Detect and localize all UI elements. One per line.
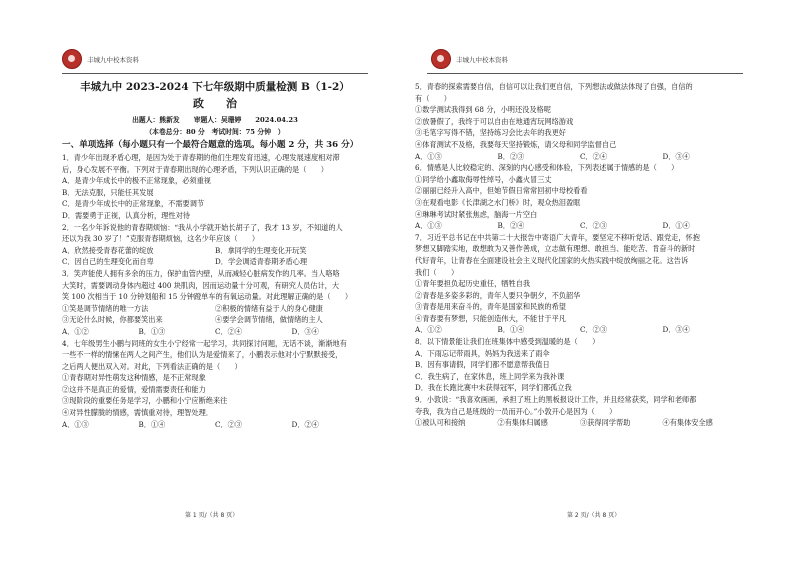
option: D．③④ <box>662 325 690 335</box>
question-2-options <box>62 245 368 268</box>
page-2-content <box>415 81 745 429</box>
text-line: ④青春要有梦想，只能创造伟大，不能甘于平凡 <box>415 313 566 323</box>
text-line: 2．一名少年诉说他的青春期烦恼：“我从小学就开始长胡子了，我才 13 岁，不知道的人 <box>62 222 343 232</box>
text-line: C．我生病了，在家休息，班上同学来为我补课 <box>415 371 565 381</box>
text-line: 有（ ） <box>415 93 451 103</box>
text-line: ①同学给小鑫取侮辱性绰号，小鑫火冒三丈 <box>415 174 552 184</box>
exam-meta <box>62 115 368 126</box>
text-line: 7．习近平总书记在中共第二十大报告中寄语广大青年，要坚定不移听党话、跟党走，怀抱 <box>415 232 700 242</box>
text-line: 5．青春的探索需要自信，自信可以让我们更自信，下列想法或做法体现了自强，自信的 <box>415 82 693 91</box>
statement: ③无论什么时候，你都要笑出来 <box>62 315 163 325</box>
question-6-options <box>415 220 745 232</box>
text-line: ②这并不是真正的爱情，爱情需要责任和能力 <box>62 384 206 394</box>
header-divider <box>62 73 368 74</box>
option: A．①③ <box>415 221 442 231</box>
option: D．③④ <box>291 326 319 336</box>
exam-title: 丰城九中 2023-2024 下七年级期中质量检测 B（1-2） <box>80 81 350 93</box>
option: B．拿同学的生理变化开玩笑 <box>215 245 307 255</box>
text-line: 之后两人便出双入对。对此，下列看法正确的是（ ） <box>62 361 242 371</box>
school-seal-icon <box>431 49 451 69</box>
statement: ④有集体安全感 <box>662 418 713 428</box>
text-line: 后，身心发展不平衡。下列对于青春期出现的心理矛盾，下列认识正确的是（ ） <box>62 164 328 174</box>
option: A．①② <box>62 326 89 336</box>
exam-date: 2024.04.23 <box>255 116 298 124</box>
option: B．②③ <box>497 151 525 161</box>
text-line: B．因有事请假，同学们都不愿意帮我值日 <box>415 360 550 370</box>
text-line: 笑 100 次相当于 10 分钟划船和 15 分钟蹬单车的有氧运动量。对此理解正确的是（ ） <box>62 292 353 302</box>
option: B．①④ <box>138 419 166 429</box>
page-1-content <box>62 79 368 430</box>
question-3-options <box>62 326 368 338</box>
text-line: ①数学测试我得到 68 分，小明还没及格呢 <box>415 105 551 115</box>
text-line: ②放暑假了，我终于可以自由在地通宵玩网络游戏 <box>415 116 574 126</box>
school-label: 丰城九中校本资料 <box>87 55 139 64</box>
option: D．②④ <box>291 419 319 429</box>
score-time: （本卷总分：80 分 考试时间：75 分钟 ） <box>145 128 285 136</box>
text-line: 3．笑声能使人拥有多余的压力，保护血管内壁，从而减轻心脏病发作的几率。当人咯咯 <box>62 268 340 278</box>
text-line: 代好青年，让青春在全面建设社会主义现代化国家的火热实践中绽放绚丽之花。这告诉 <box>415 255 689 265</box>
statement: ①被认可和接纳 <box>415 418 466 428</box>
text-line: A．是青少年成长中的极不正常现象，必须重视 <box>62 176 211 186</box>
school-label: 丰城九中校本资料 <box>456 55 508 64</box>
text-line: 一些不一样的情愫在两人之间产生，他们认为是爱情来了，小鹏表示他对小宁默默接受， <box>62 350 343 360</box>
question-4-options <box>62 419 368 431</box>
text-line: D．需要勇于正视，认真分析，理性对待 <box>62 210 190 220</box>
page-header <box>62 48 139 70</box>
section-heading: 一、单项选择（每小题只有一个最符合题意的选项。每小题 2 分，共 36 分） <box>62 140 359 150</box>
statement: ④要学会调节情绪，做情绪的主人 <box>215 315 323 325</box>
text-line: 夸我，我为自己是班级的一员而开心。”小敦开心是因为（ ） <box>415 406 617 416</box>
text-line: 1．青少年出现矛盾心理，是因为处于青春期的他们生理发育迅速，心理发展速度相对滞 <box>62 153 340 162</box>
text-line: C．是青少年成长中的正常现象，不需要调节 <box>62 199 205 209</box>
school-seal-icon <box>62 49 82 69</box>
question-1-2 <box>62 152 368 245</box>
text-line: ①青年要担负起历史重任，牺牲自我 <box>415 279 531 289</box>
text-line: 还以为我 30 岁了！”克服青春期烦恼，这名少年应该（ ） <box>62 234 260 244</box>
page-number: 第 1 页/（共 8 页） <box>185 512 239 519</box>
text-line: B．无法克服，只能任其发展 <box>62 187 154 197</box>
option: D．③④ <box>662 151 690 161</box>
exam-subject: 政治 <box>193 97 259 110</box>
question-3 <box>62 268 368 303</box>
option: C．②③ <box>215 419 243 429</box>
question-5-options <box>415 151 745 163</box>
page-number: 第 2 页/（共 8 页） <box>567 512 621 519</box>
question-4 <box>62 338 368 419</box>
option: C．因自己的生理变化而自卑 <box>62 257 154 267</box>
text-line: ④琳琳考试时紧张焦虑，脑海一片空白 <box>415 209 538 219</box>
question-8 <box>415 336 745 394</box>
header-divider <box>427 73 743 74</box>
setter: 出题人：熊新发 <box>132 116 180 124</box>
statement: ②有集体归属感 <box>497 418 548 428</box>
text-line: 6．情感是人比较稳定的、深刻的内心感受和体验，下列表述属于情感的是（ ） <box>415 163 679 173</box>
statement: ③获得同学帮助 <box>580 418 631 428</box>
question-7 <box>415 232 745 325</box>
text-line: ③在观看电影《长津湖之水门桥》时，观众热泪盈眶 <box>415 197 581 207</box>
statement: ①笑是调节情绪的唯一方法 <box>62 303 149 313</box>
option: B．②④ <box>497 221 525 231</box>
page-header <box>431 48 508 70</box>
option: C．②③ <box>580 325 608 335</box>
option: B．①③ <box>138 326 166 336</box>
text-line: ②丽丽已经升入高中，但她节假日常常回初中母校看看 <box>415 186 588 196</box>
reviewer: 审题人：吴珊婷 <box>193 116 242 124</box>
option: B．①④ <box>497 325 525 335</box>
text-line: ②青春是多姿多彩的，青年人要只争朝夕，不负韶华 <box>415 290 581 300</box>
text-line: ④体育测试不及格，我要每天坚持锻炼，请父母和同学监督自己 <box>415 139 617 149</box>
question-6 <box>415 162 745 220</box>
text-line: 8．以下情景能让我们在班集体中感受到温暖的是（ ） <box>415 337 600 347</box>
text-line: 9．小敦说：“我喜欢画画，承担了班上的黑板报设计工作，并且经常获奖，同学和老师都 <box>415 395 697 405</box>
option: A．欣然接受青春花蕾的绽放 <box>62 245 154 255</box>
option: C．②④ <box>580 151 608 161</box>
option: D．①④ <box>662 221 690 231</box>
option: C．②③ <box>580 221 608 231</box>
option: A．①③ <box>62 419 89 429</box>
text-line: A．下雨忘记带雨具，妈妈为我送来了雨伞 <box>415 348 550 358</box>
question-9 <box>415 394 745 417</box>
statement: ②积极的情绪有益于人的身心健康 <box>215 303 323 313</box>
option: A．①② <box>415 325 442 335</box>
text-line: ③青春是用来奋斗的，青年是国家和民族的希望 <box>415 302 566 312</box>
question-9-statements <box>415 417 745 429</box>
option: C．②④ <box>215 326 243 336</box>
text-line: 大笑时，需要调动身体内超过 400 块肌肉，因而运动量十分可观，有研究人员估计，大 <box>62 280 340 290</box>
text-line: 我们（ ） <box>415 267 459 277</box>
option: A．①③ <box>415 151 442 161</box>
option: D．学会调适青春期矛盾心理 <box>215 257 308 267</box>
text-line: ④对异性朦胧的情感，需慎重对待，理智处理． <box>62 408 213 418</box>
text-line: 梦想又脚踏实地，敢想敢为又善作善成，立志做有理想、敢担当、能吃苦、肯奋斗的新时 <box>415 244 696 254</box>
text-line: ①青春期对异性萌发这种情感，是不正常现象 <box>62 373 206 383</box>
question-7-options <box>415 324 745 336</box>
question-5 <box>415 81 745 151</box>
exam-page-2 <box>397 0 794 561</box>
text-line: D．我在长跑比赛中未获得冠军，同学们都孤立我 <box>415 383 572 393</box>
text-line: ③毛笔字写得不错，坚持练习会比去年的我更好 <box>415 128 566 138</box>
text-line: 4．七年级男生小鹏与同班的女生小宁经常一起学习，共同探讨问题，无话不谈，渐渐地有 <box>62 338 347 348</box>
question-3-statements <box>62 303 368 326</box>
text-line: ③现阶段的重要任务是学习，小鹏和小宁应断绝来往 <box>62 396 228 406</box>
